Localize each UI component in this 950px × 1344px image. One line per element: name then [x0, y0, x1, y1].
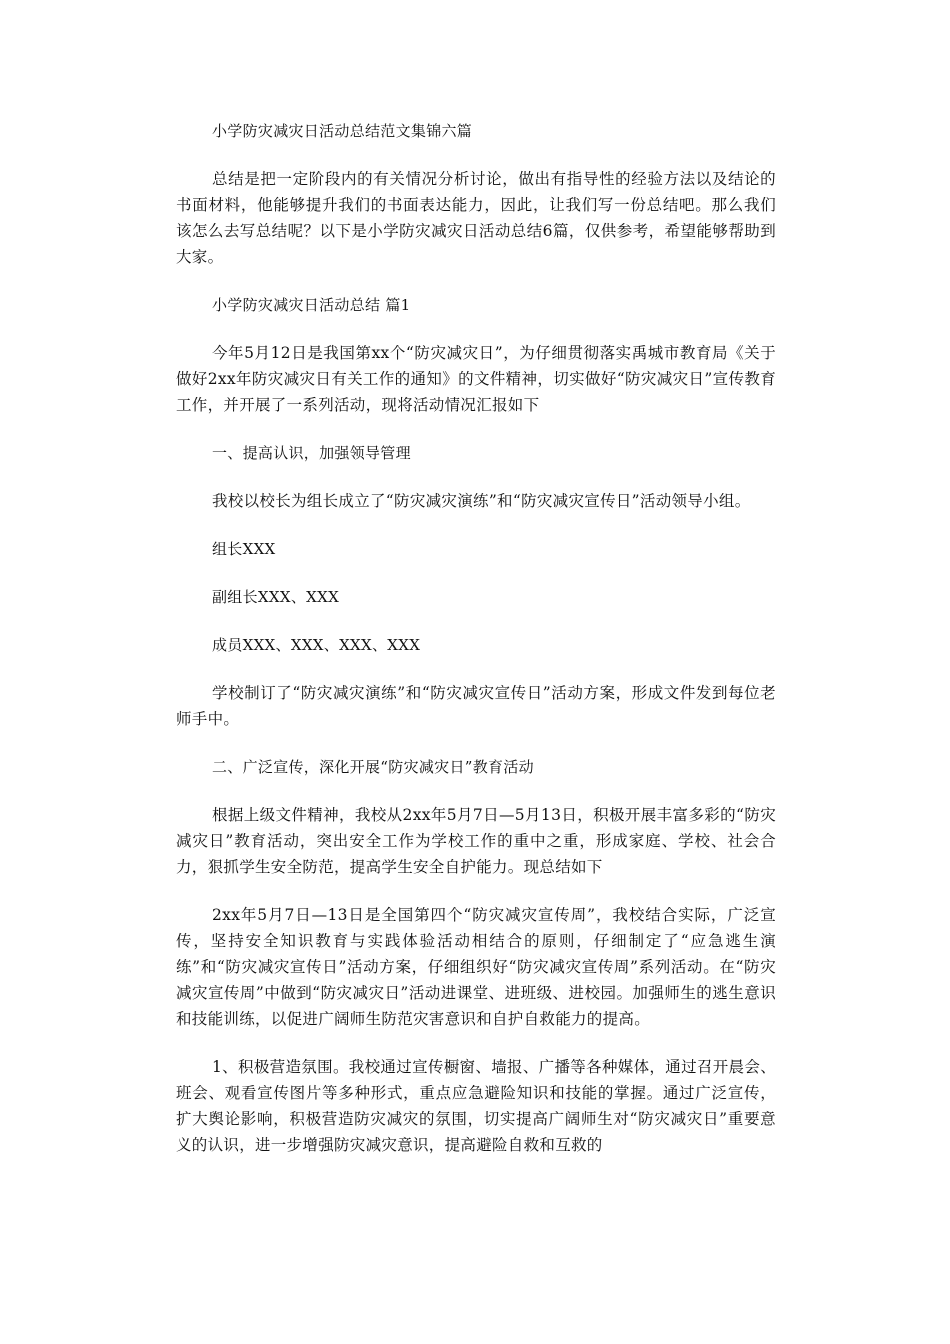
- members-line: 成员XXX、XXX、XXX、XXX: [212, 636, 421, 654]
- subheading-leadership: 一、提高认识，加强领导管理: [212, 444, 411, 462]
- document-title: 小学防灾减灾日活动总结范文集锦六篇: [212, 122, 473, 140]
- paragraph-activities: 根据上级文件精神，我校从2xx年5月7日—5月13日，积极开展丰富多彩的“防灾减灾日”教育活动，突出安全工作为学校工作的重中之重，形成家庭、学校、社会合力，狠抓学生安全防范，提高学生安全自护能力。现总结如下: [176, 806, 776, 876]
- deputy-leader-line: 副组长XXX、XXX: [212, 588, 340, 606]
- group-leader-line: 组长XXX: [212, 540, 276, 558]
- paragraph-plan-issued: 学校制订了“防灾减灾演练”和“防灾减灾宣传日”活动方案，形成文件发到每位老师手中。: [176, 684, 776, 728]
- paragraph-publicity-week: 2xx年5月7日—13日是全国第四个“防灾减灾宣传周”，我校结合实际，广泛宣传，坚持安全知识教育与实践体验活动相结合的原则，仔细制定了“应急逃生演练”和“防灾减灾宣传日”活动方案，仔细组织好“防灾减灾宣传周”系列活动。在“防灾减灾宣传周”中做到“防灾减灾日”活动进课堂、进班级、进校园。加强师生的逃生意识和技能训练，以促进广阔师生防范灾害意识和自护自救能力的提高。: [176, 906, 776, 1028]
- subheading-publicity: 二、广泛宣传，深化开展“防灾减灾日”教育活动: [212, 758, 534, 776]
- intro-paragraph: 总结是把一定阶段内的有关情况分析讨论，做出有指导性的经验方法以及结论的书面材料，他能够提升我们的书面表达能力，因此，让我们写一份总结吧。那么我们该怎么去写总结呢？以下是小学防灾减灾日活动总结6篇，仅供参考，希望能够帮助到大家。: [176, 170, 776, 266]
- paragraph-event-overview: 今年5月12日是我国第xx个“防灾减灾日”，为仔细贯彻落实禹城市教育局《关于做好2xx年防灾减灾日有关工作的通知》的文件精神，切实做好“防灾减灾日”宣传教育工作，并开展了一系列活动，现将活动情况汇报如下: [176, 344, 776, 414]
- paragraph-atmosphere: 1、积极营造氛围。我校通过宣传橱窗、墙报、广播等各种媒体，通过召开晨会、班会、观看宣传图片等多种形式，重点应急避险知识和技能的掌握。通过广泛宣传，扩大舆论影响，积极营造防灾减灾的氛围，切实提高广阔师生对“防灾减灾日”重要意义的认识，进一步增强防灾减灾意识，提高避险自救和互救的: [176, 1058, 776, 1154]
- document-body: [176, 118, 776, 1158]
- section-heading-part-1: 小学防灾减灾日活动总结 篇1: [212, 296, 411, 314]
- paragraph-leading-group: 我校以校长为组长成立了“防灾减灾演练”和“防灾减灾宣传日”活动领导小组。: [212, 492, 751, 510]
